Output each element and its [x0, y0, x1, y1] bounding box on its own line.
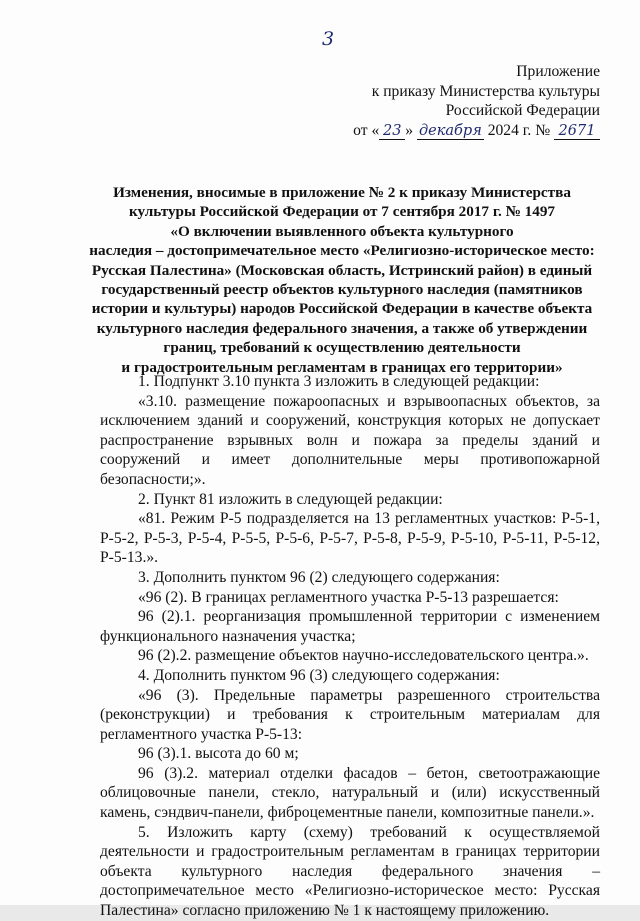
title-line: культуры Российской Федерации от 7 сентября 2017 г. № 1497: [128, 203, 556, 221]
paragraph-96-3-1: 96 (3).1. высота до 60 м;: [138, 745, 299, 763]
title-line: границ, требований к осуществлению деятельности: [163, 339, 521, 357]
paragraph-4: 4. Дополнить пунктом 96 (3) следующего содержания:: [138, 666, 500, 684]
title-line: культурного наследия федерального значения, а также об утверждении: [96, 319, 588, 337]
paragraph-96-3: «96 (3). Предельные параметры разрешенного строительства (реконструкции) и требования к строительным материалам для регламентного участка Р-5-13:: [100, 686, 600, 743]
appendix-country: Российской Федерации: [445, 102, 600, 120]
page-number: 3: [322, 28, 335, 50]
appendix-date-line: [353, 121, 600, 141]
appendix-order-ref: к приказу Министерства культуры: [371, 82, 600, 100]
title-line: Русская Палестина» (Московская область, Истринский район) в единый: [91, 261, 593, 279]
title-line: истории и культуры) народов Российской Федерации в качестве объекта: [91, 300, 593, 318]
title-line: «О включении выявленного объекта культурного: [170, 222, 514, 240]
title-line: Изменения, вносимые в приложение № 2 к приказу Министерства: [113, 184, 571, 201]
title-line: наследия – достопримечательное место «Религиозно-историческое место:: [89, 242, 595, 260]
paragraph-96-2: «96 (2). В границах регламентного участка Р-5-13 разрешается:: [138, 588, 559, 606]
date-prefix: от «: [353, 121, 380, 139]
appendix-header: [353, 62, 600, 140]
handwritten-day: 23: [379, 123, 405, 140]
date-mid: »: [405, 121, 417, 139]
paragraph-1: 1. Подпункт 3.10 пункта 3 изложить в следующей редакции:: [138, 373, 540, 390]
paragraph-81: «81. Режим Р-5 подразделяется на 13 регламентных участков: Р-5-1, Р-5-2, Р-5-3, Р-5-4, Р-5-5, Р-5-6, Р-5-7, Р-5-8, Р-5-9, Р-5-10, Р-5-11, Р-5-12, Р-5-13.».: [100, 510, 600, 567]
appendix-label: Приложение: [516, 63, 600, 80]
date-year: 2024 г. №: [483, 121, 554, 139]
paragraph-96-2-1: 96 (2).1. реорганизация промышленной территории с изменением функционального назначения участка;: [100, 608, 600, 645]
paragraph-96-3-2: 96 (3).2. материал отделки фасадов – бетон, светоотражающие облицовочные панели, стекло, натуральный и (или) искусственный камень, сэндвич-панели, фиброцементные панели, композитные панели.».: [100, 764, 600, 822]
paragraph-2: 2. Пункт 81 изложить в следующей редакции:: [138, 490, 443, 508]
handwritten-order-number: 2671: [554, 123, 600, 140]
paragraph-3-10: «3.10. размещение пожароопасных и взрывоопасных объектов, за исключением зданий и сооружений, конструкция которых не допускает распространение взрывных волн и пожара за пределы зданий и сооружений и имеет дополнительные меры противопожарной безопасности;».: [100, 392, 600, 488]
paragraph-96-2-2: 96 (2).2. размещение объектов научно-исследовательского центра.».: [138, 647, 589, 665]
paragraph-5: 5. Изложить карту (схему) требований к осуществляемой деятельности и градостроительным регламентам в границах территории объекта культурного наследия федерального значения – достопримечательное место «Религиозно-историческое место: Русская Палестина» согласно приложению № 1 к настоящему приложению.: [100, 823, 600, 920]
title-line: и градостроительным регламентам в границах его территории»: [121, 358, 563, 376]
document-title: [84, 183, 600, 377]
title-line: государственный реестр объектов культурного наследия (памятников: [101, 281, 583, 299]
document-body: [100, 372, 600, 921]
handwritten-month: декабря: [418, 122, 482, 139]
paragraph-3: 3. Дополнить пунктом 96 (2) следующего содержания:: [138, 568, 500, 586]
